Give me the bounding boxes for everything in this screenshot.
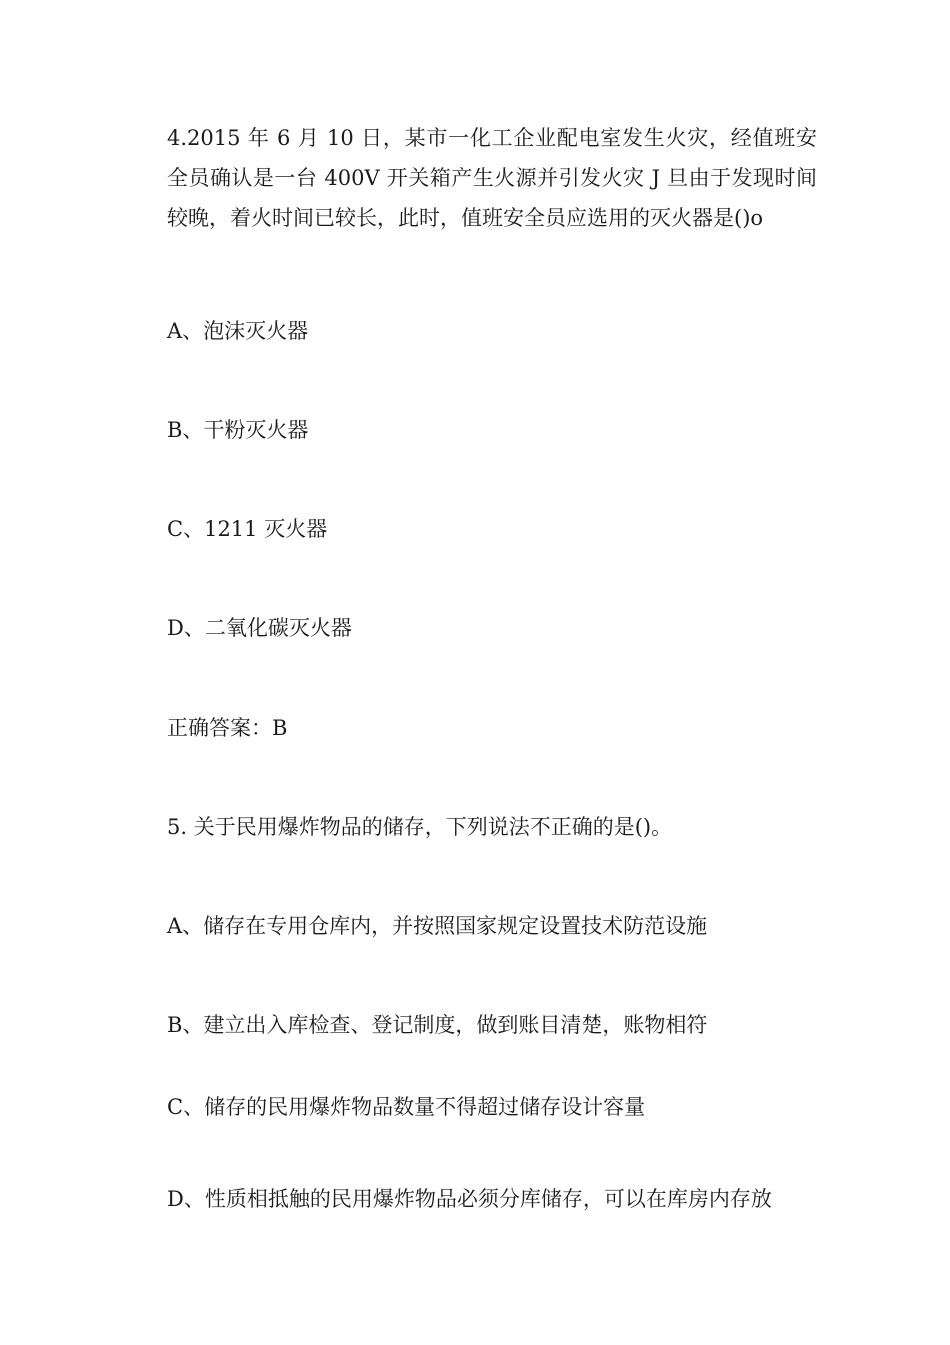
option-text: 干粉灭火器 xyxy=(203,418,309,442)
option-text: 储存的民用爆炸物品数量不得超过储存设计容量 xyxy=(204,1095,646,1119)
option-letter: A、 xyxy=(167,319,204,343)
question-4-option-b xyxy=(167,416,308,444)
option-letter: B、 xyxy=(167,418,204,442)
question-5-option-d xyxy=(167,1185,772,1213)
question-5-option-c xyxy=(167,1093,645,1121)
question-4-answer: 正确答案：B xyxy=(167,716,288,740)
option-text: 二氧化碳灭火器 xyxy=(204,616,352,640)
option-letter: D、 xyxy=(167,616,205,640)
question-5-option-b xyxy=(167,1011,707,1039)
option-letter: C、 xyxy=(167,1095,205,1119)
option-letter: C、 xyxy=(167,517,205,541)
question-4-option-c xyxy=(167,515,327,543)
option-letter: D、 xyxy=(167,1187,205,1211)
option-letter: B、 xyxy=(167,1013,204,1037)
option-letter: A、 xyxy=(167,914,204,938)
question-5-option-a xyxy=(167,912,707,940)
question-5-text: 5. 关于民用爆炸物品的储存，下列说法不正确的是()。 xyxy=(167,815,673,839)
question-4-text: 4.2015 年 6 月 10 日，某市一化工企业配电室发生火灾，经值班安全员确认是一台 400V 开关箱产生火源并引发火灾 J 旦由于发现时间较晚，着火时间已较长，此时，值班安全员应选用的灭火器是()o xyxy=(167,126,817,230)
option-text: 性质相抵触的民用爆炸物品必须分库储存，可以在库房内存放 xyxy=(204,1187,772,1211)
option-text: 建立出入库检查、登记制度，做到账目清楚，账物相符 xyxy=(203,1013,708,1037)
option-text: 泡沫灭火器 xyxy=(203,319,309,343)
option-text: 1211 灭火器 xyxy=(204,517,328,541)
question-4-option-d xyxy=(167,614,352,642)
option-text: 储存在专用仓库内，并按照国家规定设置技术防范设施 xyxy=(203,914,708,938)
question-4-option-a xyxy=(167,317,308,345)
